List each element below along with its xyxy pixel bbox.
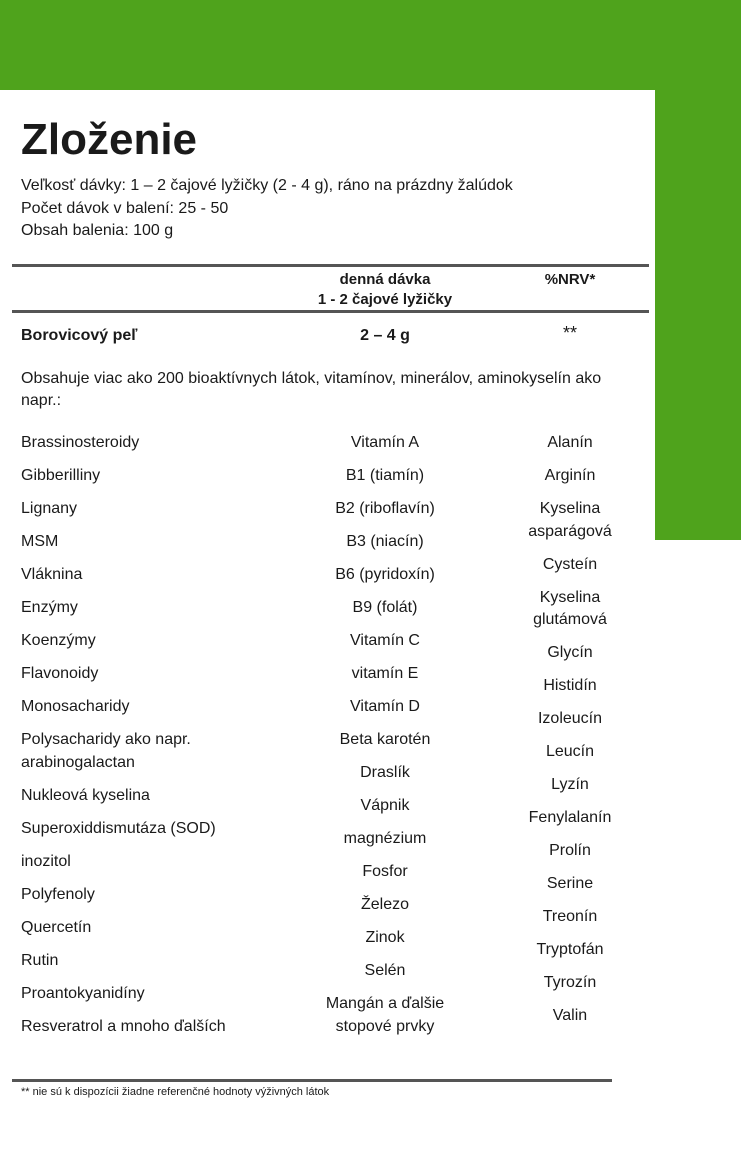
list-item: inozitol	[21, 852, 71, 870]
list-item: Polysacharidy ako napr. arabinogalactan	[21, 731, 191, 771]
list-item: Lyzín	[551, 776, 589, 793]
list-item: Beta karotén	[339, 731, 431, 748]
list-item: B2 (riboflavín)	[335, 500, 435, 517]
daily-dose-header-line1: denná dávka	[339, 271, 431, 288]
list-item: Lignany	[21, 500, 78, 517]
green-header-band	[0, 0, 741, 90]
list-item: Draslík	[360, 764, 410, 781]
list-item: Treonín	[542, 908, 598, 925]
substances-list	[21, 432, 311, 1049]
green-side-band	[655, 0, 741, 540]
list-item: Brassinosteroidy	[21, 434, 140, 451]
list-item: Vitamín A	[350, 434, 420, 451]
vitamins-minerals-list	[290, 432, 480, 1049]
servings-info: Počet dávok v balení: 25 - 50	[21, 200, 229, 217]
list-item: Cysteín	[542, 555, 598, 573]
list-item: Flavonoidy	[21, 665, 99, 682]
list-item: Resveratrol a mnoho ďalších	[21, 1017, 226, 1035]
footnote: ** nie sú k dispozícii žiadne referenčné hodnoty výživných látok	[21, 1086, 330, 1098]
list-item: Tryptofán	[536, 941, 604, 958]
list-item: Arginín	[544, 467, 596, 484]
list-item: B1 (tiamín)	[345, 467, 425, 484]
list-item: Leucín	[545, 743, 595, 760]
list-item: Fenylalanín	[528, 809, 612, 826]
list-item: Alanín	[547, 434, 593, 451]
page-title: Zloženie	[21, 115, 198, 164]
dose-info: Veľkosť dávky: 1 – 2 čajové lyžičky (2 - 4 g), ráno na prázdny žalúdok	[21, 177, 513, 194]
list-item: Monosacharidy	[21, 698, 130, 715]
list-item: Superoxiddismutáza (SOD)	[21, 819, 216, 837]
list-item: magnézium	[343, 830, 427, 847]
list-item: Izoleucín	[537, 710, 603, 727]
footnote-rule	[12, 1079, 612, 1082]
list-item: Kyselina glutámová	[533, 588, 607, 628]
list-item: Nukleová kyselina	[21, 786, 150, 804]
nrv-header: %NRV*	[544, 271, 596, 288]
list-item: Železo	[360, 896, 410, 913]
ingredient-nrv: **	[562, 323, 577, 343]
list-item: Vitamín C	[350, 632, 420, 649]
list-item: Selén	[364, 962, 406, 979]
list-item: B3 (niacín)	[346, 533, 424, 550]
amino-acids-list	[490, 432, 650, 1038]
daily-dose-header-line2: 1 - 2 čajové lyžičky	[317, 291, 453, 308]
list-item: Polyfenoly	[21, 885, 95, 903]
list-item: Valin	[552, 1007, 588, 1024]
list-item: Vláknina	[21, 566, 83, 583]
list-item: Gibberilliny	[21, 467, 101, 484]
list-item: B6 (pyridoxín)	[335, 566, 435, 583]
list-item: Enzýmy	[21, 599, 78, 616]
list-item: Serine	[546, 875, 594, 892]
list-item: Histidín	[543, 677, 597, 694]
list-item: Proantokyanidíny	[21, 984, 145, 1002]
list-item: Koenzýmy	[21, 632, 96, 649]
list-item: Fosfor	[362, 863, 408, 880]
list-item: Mangán a ďalšie stopové prvky	[325, 995, 445, 1035]
list-item: Tyrozín	[543, 974, 597, 991]
list-item: Kyselina asparágová	[528, 500, 612, 540]
daily-dose-header	[290, 270, 480, 310]
list-item: Vitamín D	[350, 698, 420, 715]
list-item: Prolín	[549, 842, 591, 859]
table-header-rule	[12, 310, 649, 313]
content-info: Obsah balenia: 100 g	[21, 222, 174, 239]
list-item: MSM	[21, 533, 59, 550]
list-item: Vápnik	[360, 797, 410, 814]
list-item: B9 (folát)	[352, 599, 418, 616]
ingredient-amount: 2 – 4 g	[360, 327, 410, 344]
list-item: vitamín E	[351, 665, 419, 682]
list-item: Glycín	[547, 644, 593, 661]
table-top-rule	[12, 264, 649, 267]
list-item: Quercetín	[21, 918, 92, 936]
ingredient-name: Borovicový peľ	[21, 327, 138, 344]
description-text: Obsahuje viac ako 200 bioaktívnych látok, vitamínov, minerálov, aminokyselín ako napr.:	[21, 370, 602, 409]
list-item: Rutin	[21, 951, 59, 969]
list-item: Zinok	[365, 929, 405, 946]
